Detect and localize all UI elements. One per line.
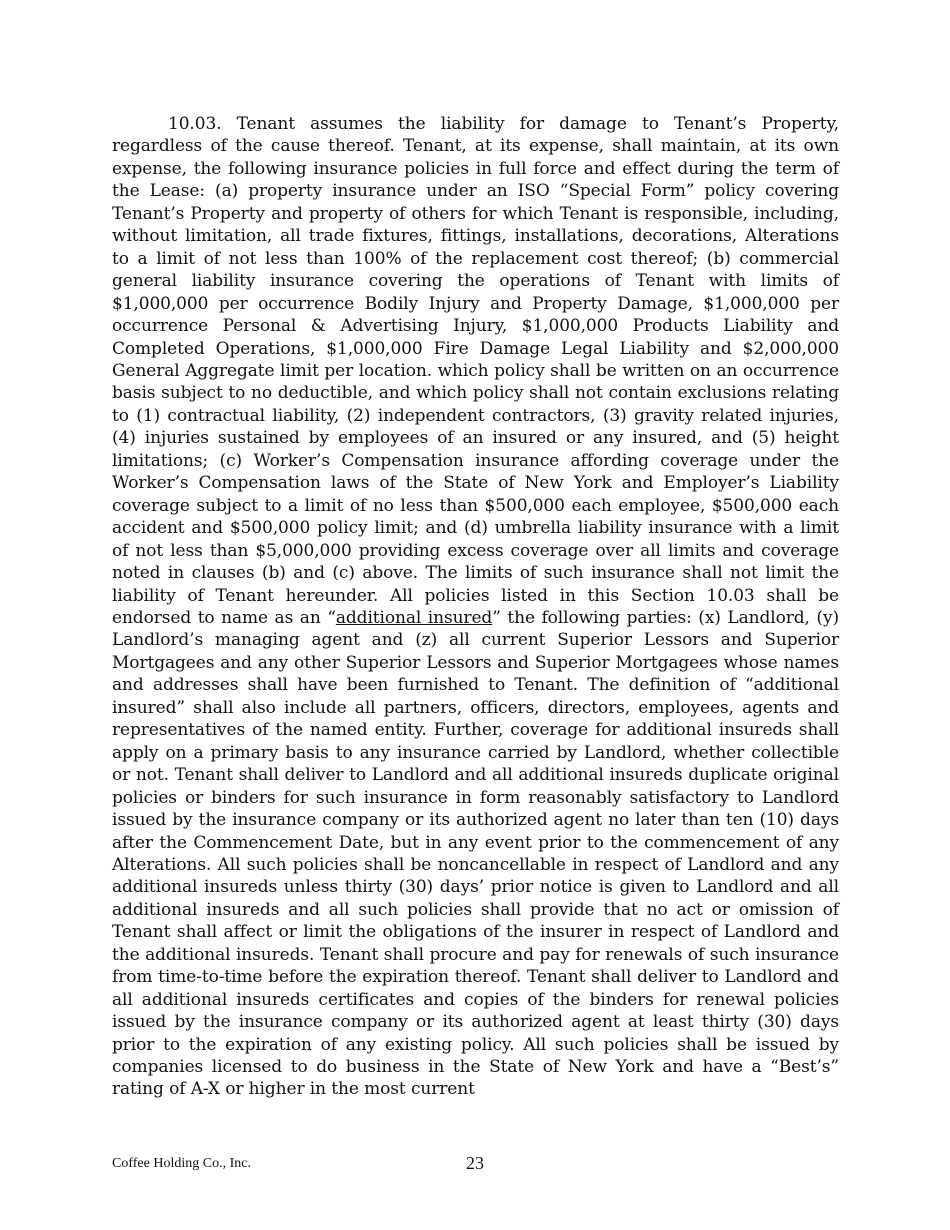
page-number: 23: [466, 1153, 484, 1173]
paragraph-text-part-2: ” the following parties: (x) Landlord, (y) Landlord’s managing agent and (z) all current Superior Lessors and Superior Mortgagees and any other Superior Lessors and Superior Mortgagees whose names and addresses shall have been furnished to Tenant. The definition of “additional insured” shall also include all partners, officers, directors, employees, agents and representatives of the named entity. Further, coverage for additional insureds shall apply on a primary basis to any insurance carried by Landlord, whether collectible or not. Tenant shall deliver to Landlord and all additional insureds duplicate original policies or binders for such insurance in form reasonably satisfactory to Landlord issued by the insurance company or its authorized agent no later than ten (10) days after the Commencement Date, but in any event prior to the commencement of any Alterations. All such policies shall be noncancellable in respect of Landlord and any additional insureds unless thirty (30) days’ prior notice is given to Landlord and all additional insureds and all such policies shall provide that no act or omission of Tenant shall affect or limit the obligations of the insurer in respect of Landlord and the additional insureds. Tenant shall procure and pay for renewals of such insurance from time-to-time before the expiration thereof. Tenant shall deliver to Landlord and all additional insureds certificates and copies of the binders for renewal policies issued by the insurance company or its authorized agent at least thirty (30) days prior to the expiration of any existing policy. All such policies shall be issued by companies licensed to do business in the State of New York and have a “Best’s” rating of A-X or higher in the most current: [112, 607, 839, 1100]
section-10-03-paragraph: [112, 113, 839, 1101]
paragraph-text-part-1: 10.03. Tenant assumes the liability for damage to Tenant’s Property, regardless of the cause thereof. Tenant, at its expense, shall maintain, at its own expense, the following insurance policies in full force and effect during the term of the Lease: (a) property insurance under an ISO “Special Form” policy covering Tenant’s Property and property of others for which Tenant is responsible, including, without limitation, all trade fixtures, fittings, installations, decorations, Alterations to a limit of not less than 100% of the replacement cost thereof; (b) commercial general liability insurance covering the operations of Tenant with limits of $1,000,000 per occurrence Bodily Injury and Property Damage, $1,000,000 per occurrence Personal & Advertising Injury, $1,000,000 Products Liability and Completed Operations, $1,000,000 Fire Damage Legal Liability and $2,000,000 General Aggregate limit per location. which policy shall be written on an occurrence basis subject to no deductible, and which policy shall not contain exclusions relating to (1) contractual liability, (2) independent contractors, (3) gravity related injuries, (4) injuries sustained by employees of an insured or any insured, and (5) height limitations; (c) Worker’s Compensation insurance affording coverage under the Worker’s Compensation laws of the State of New York and Employer’s Liability coverage subject to a limit of no less than $500,000 each employee, $500,000 each accident and $500,000 policy limit; and (d) umbrella liability insurance with a limit of not less than $5,000,000 providing excess coverage over all limits and coverage noted in clauses (b) and (c) above. The limits of such insurance shall not limit the liability of Tenant hereunder. All policies listed in this Section 10.03 shall be endorsed to name as an “: [112, 114, 839, 628]
additional-insured-term: additional insured: [335, 607, 493, 628]
footer-company-name: Coffee Holding Co., Inc.: [112, 1156, 251, 1171]
